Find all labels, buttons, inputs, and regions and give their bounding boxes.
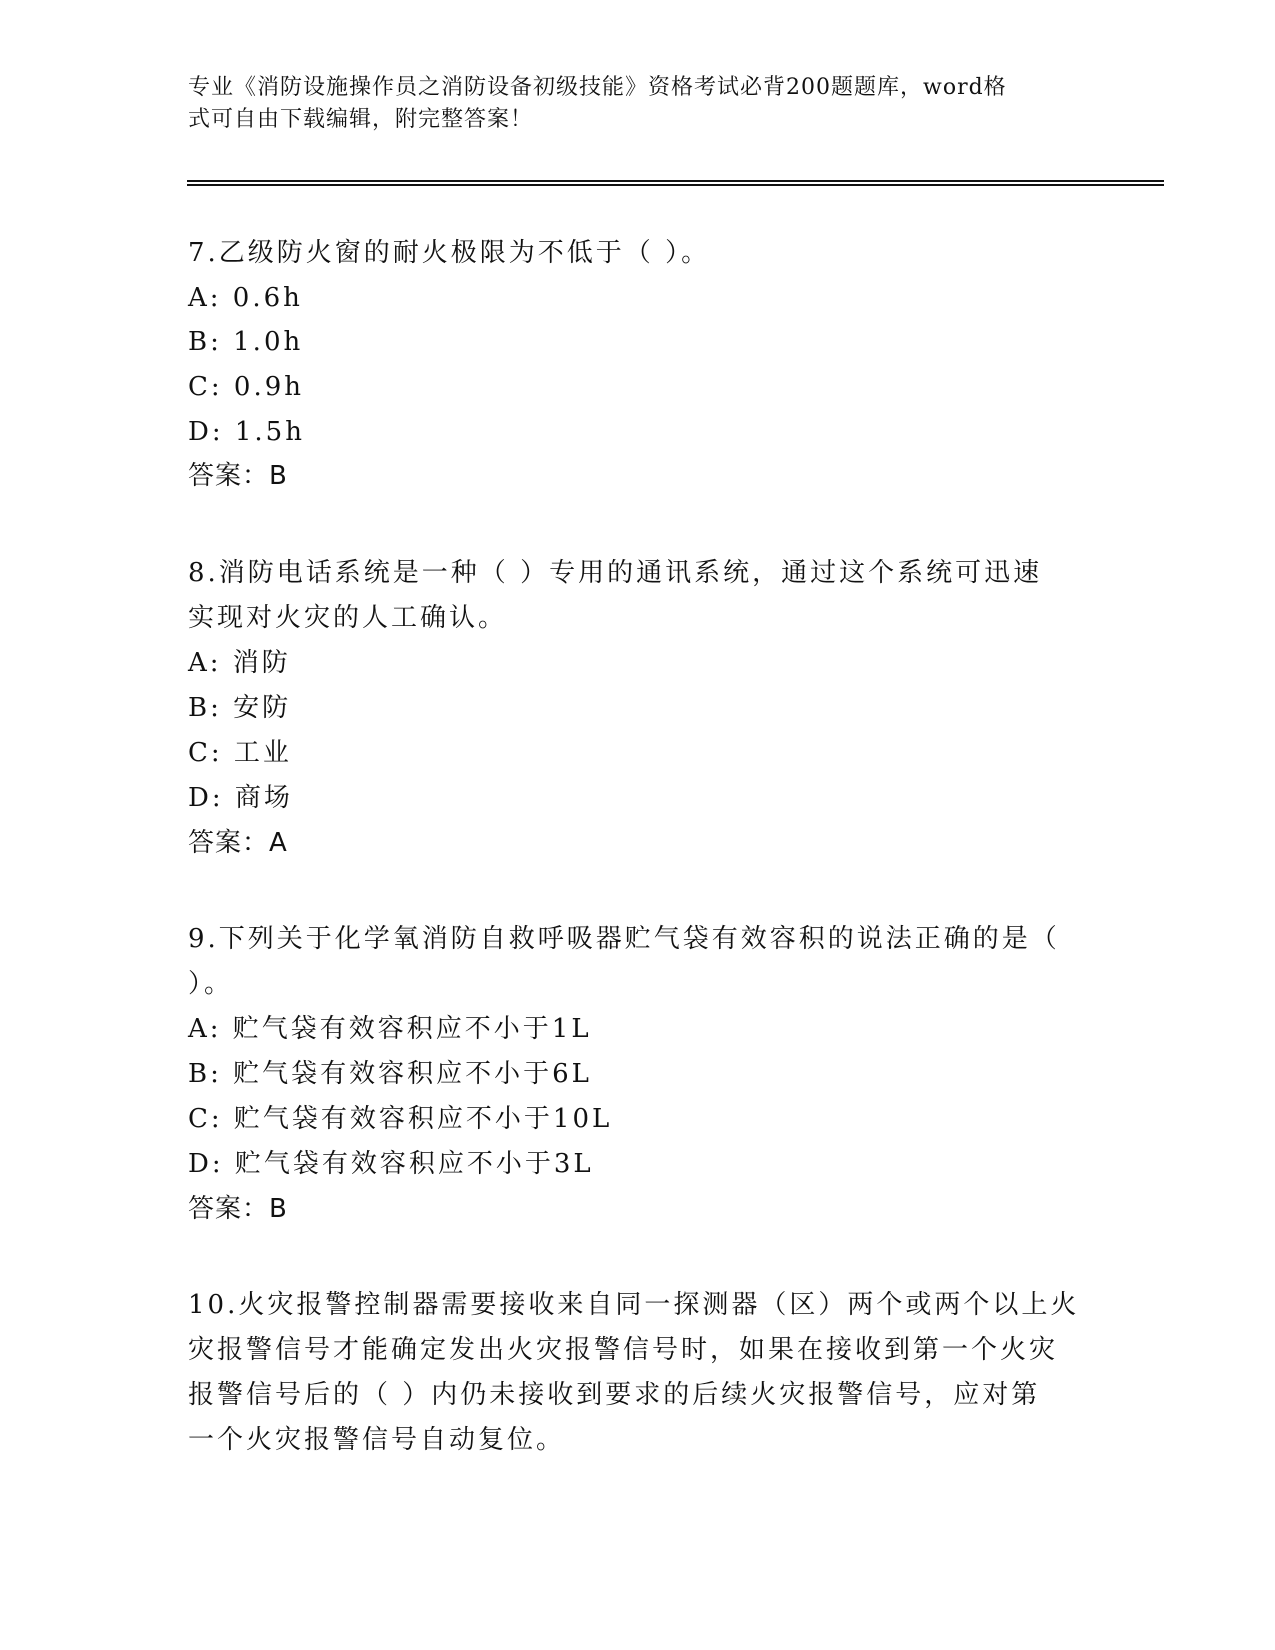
header-divider-top [187,180,1164,182]
question-10-text-line-4: 一个火灾报警信号自动复位。 [188,1425,566,1455]
question-8-option-b: B: 安防 [188,693,292,723]
question-8-answer: 答案：A [188,828,288,858]
question-9-text-line-1: 9.下列关于化学氧消防自救呼吸器贮气袋有效容积的说法正确的是（ [188,924,1060,954]
question-8-option-a: A: 消防 [188,648,291,678]
question-7-answer: 答案：B [188,461,288,491]
question-7-option-b: B: 1.0h [188,327,304,357]
question-7-option-c: C: 0.9h [188,372,305,402]
question-8-text-line-1: 8.消防电话系统是一种（ ）专用的通讯系统，通过这个系统可迅速 [188,558,1043,588]
question-8-option-c: C: 工业 [188,738,292,768]
question-7-text: 7.乙级防火窗的耐火极限为不低于（ ）。 [188,238,711,268]
question-9-option-c: C: 贮气袋有效容积应不小于10L [188,1104,613,1134]
question-7-option-a: A: 0.6h [188,283,303,313]
question-9-text-line-2: ）。 [188,969,234,999]
question-8-option-d: D: 商场 [188,783,293,813]
question-8-text-line-2: 实现对火灾的人工确认。 [188,603,508,633]
question-10-text-line-3: 报警信号后的（ ）内仍未接收到要求的后续火灾报警信号，应对第 [188,1380,1041,1410]
question-9-answer: 答案：B [188,1194,288,1224]
question-9-option-b: B: 贮气袋有效容积应不小于6L [188,1059,592,1089]
question-10-text-line-2: 灾报警信号才能确定发出火灾报警信号时，如果在接收到第一个火灾 [188,1335,1059,1365]
question-9-option-d: D: 贮气袋有效容积应不小于3L [188,1149,594,1179]
header-divider-bottom [187,184,1164,186]
question-7-option-d: D: 1.5h [188,417,305,447]
header-line-1: 专业《消防设施操作员之消防设备初级技能》资格考试必背200题题库，word格 [188,75,1007,100]
header-line-2: 式可自由下载编辑，附完整答案！ [188,107,534,132]
document-header [188,72,1068,136]
question-9-option-a: A: 贮气袋有效容积应不小于1L [188,1014,592,1044]
question-10-text-line-1: 10.火灾报警控制器需要接收来自同一探测器（区）两个或两个以上火 [188,1290,1080,1320]
